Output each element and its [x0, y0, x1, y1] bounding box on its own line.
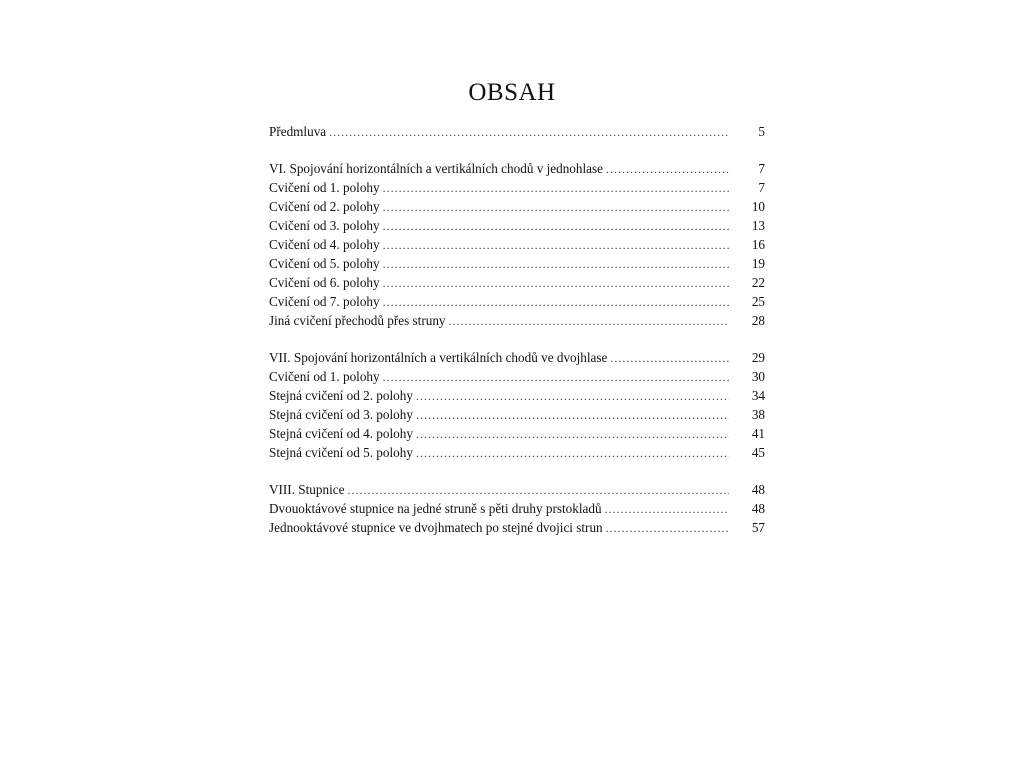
toc-entry-title: Cvičení od 3. polohy	[269, 218, 380, 233]
dot-leader	[416, 444, 729, 463]
dot-leader	[383, 293, 729, 312]
toc-entry-page: 28	[751, 313, 765, 328]
toc-entry-title: Stejná cvičení od 3. polohy	[269, 407, 413, 422]
toc-entry[interactable]	[269, 405, 765, 424]
toc-entry-page: 30	[751, 369, 765, 384]
toc-entry-page: 22	[751, 275, 765, 290]
toc-entry[interactable]	[269, 216, 765, 235]
toc-entry[interactable]	[269, 197, 765, 216]
dot-leader	[383, 236, 729, 255]
toc-entry[interactable]	[269, 424, 765, 443]
dot-leader	[449, 312, 729, 331]
dot-leader	[383, 179, 729, 198]
toc-entry-page: 5	[758, 124, 765, 139]
toc-entry-title: Předmluva	[269, 124, 327, 139]
toc-entry-page: 19	[751, 256, 765, 271]
toc-entry[interactable]	[269, 273, 765, 292]
toc-entry-page: 10	[751, 199, 765, 214]
toc-entry-page: 7	[758, 180, 765, 195]
toc-entry[interactable]	[269, 122, 765, 141]
toc-entry-page: 57	[751, 520, 765, 535]
toc-section-preface	[269, 122, 765, 141]
toc-entry[interactable]	[269, 178, 765, 197]
toc-section-vi	[269, 159, 765, 330]
toc-entry-page: 45	[751, 445, 765, 460]
toc-entry-title: Jiná cvičení přechodů přes struny	[269, 313, 446, 328]
dot-leader	[610, 349, 729, 368]
dot-leader	[416, 425, 729, 444]
toc-section-vii	[269, 348, 765, 462]
dot-leader	[606, 160, 729, 179]
toc-entry[interactable]	[269, 480, 765, 499]
toc-entry-title: VII. Spojování horizontálních a vertikálních chodů ve dvojhlase	[269, 350, 608, 365]
toc-entry-page: 16	[751, 237, 765, 252]
dot-leader	[329, 123, 729, 142]
dot-leader	[347, 481, 729, 500]
dot-leader	[383, 217, 729, 236]
dot-leader	[383, 274, 729, 293]
toc-entry[interactable]	[269, 235, 765, 254]
toc-entry[interactable]	[269, 311, 765, 330]
toc-entry-title: Cvičení od 6. polohy	[269, 275, 380, 290]
page-title: OBSAH	[468, 78, 556, 106]
toc-entry-page: 7	[758, 161, 765, 176]
toc-entry-title: Jednooktávové stupnice ve dvojhmatech po stejné dvojici strun	[269, 520, 603, 535]
dot-leader	[605, 500, 729, 519]
dot-leader	[383, 368, 729, 387]
toc-entry-title: Dvouoktávové stupnice na jedné struně s pěti druhy prstokladů	[269, 501, 602, 516]
toc-entry-page: 48	[751, 501, 765, 516]
toc-entry-title: VIII. Stupnice	[269, 482, 345, 497]
toc-entry-page: 25	[751, 294, 765, 309]
toc-entry-title: Stejná cvičení od 5. polohy	[269, 445, 413, 460]
toc-entry-page: 34	[751, 388, 765, 403]
toc-entry[interactable]	[269, 348, 765, 367]
toc-entry[interactable]	[269, 443, 765, 462]
toc-entry[interactable]	[269, 386, 765, 405]
toc-entry-title: Cvičení od 2. polohy	[269, 199, 380, 214]
toc-section-viii	[269, 480, 765, 537]
dot-leader	[416, 406, 729, 425]
toc-entry-title: VI. Spojování horizontálních a vertikálních chodů v jednohlase	[269, 161, 603, 176]
toc-entry-page: 48	[751, 482, 765, 497]
toc-entry-title: Cvičení od 1. polohy	[269, 369, 380, 384]
toc-entry-page: 13	[751, 218, 765, 233]
toc-entry-title: Stejná cvičení od 2. polohy	[269, 388, 413, 403]
dot-leader	[606, 519, 729, 538]
toc-entry-title: Cvičení od 4. polohy	[269, 237, 380, 252]
toc-entry-title: Cvičení od 5. polohy	[269, 256, 380, 271]
toc-entry[interactable]	[269, 159, 765, 178]
toc-entry[interactable]	[269, 254, 765, 273]
toc-entry[interactable]	[269, 292, 765, 311]
toc-entry-title: Cvičení od 7. polohy	[269, 294, 380, 309]
toc-entry-page: 38	[751, 407, 765, 422]
toc-entry-title: Stejná cvičení od 4. polohy	[269, 426, 413, 441]
dot-leader	[383, 255, 729, 274]
toc-entry-page: 29	[751, 350, 765, 365]
toc-entry-title: Cvičení od 1. polohy	[269, 180, 380, 195]
toc-entry[interactable]	[269, 367, 765, 386]
dot-leader	[416, 387, 729, 406]
table-of-contents	[269, 122, 765, 555]
toc-entry-page: 41	[751, 426, 765, 441]
toc-entry[interactable]	[269, 499, 765, 518]
toc-entry[interactable]	[269, 518, 765, 537]
dot-leader	[383, 198, 729, 217]
